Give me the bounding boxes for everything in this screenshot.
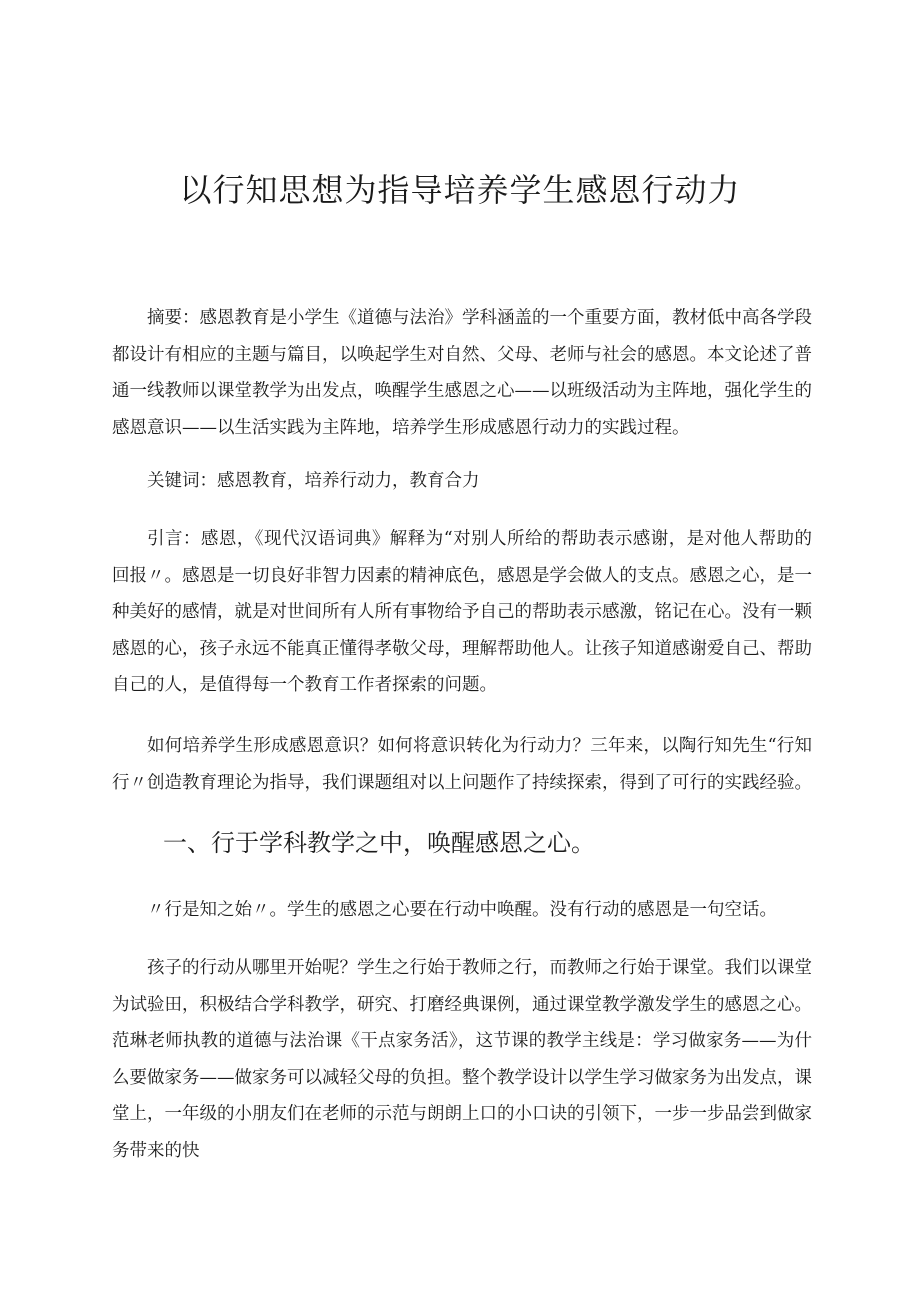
introduction-paragraph: 引言：感恩，《现代汉语词典》解释为“对别人所给的帮助表示感谢，是对他人帮助的回报〃。感恩是一切良好非智力因素的精神底色，感恩是学会做人的支点。感恩之心，是一种美好的感情，就是对世间所有人所有事物给予自己的帮助表示感激，铭记在心。没有一颗感恩的心，孩子永远不能真正懂得孝敬父母，理解帮助他人。让孩子知道感谢爱自己、帮助自己的人，是值得每一个教育工作者探索的问题。 xyxy=(112,529,812,695)
keywords-paragraph: 关键词：感恩教育，培养行动力，教育合力 xyxy=(147,471,480,491)
section-1-heading: 一、行于学科教学之中，唤醒感恩之心。 xyxy=(163,829,595,857)
research-questions-paragraph: 如何培养学生形成感恩意识？如何将意识转化为行动力？三年来，以陶行知先生“行知行〃创造教育理论为指导，我们课题组对以上问题作了持续探索，得到了可行的实践经验。 xyxy=(112,736,812,793)
document-title: 以行知思想为指导培养学生感恩行动力 xyxy=(179,171,741,209)
abstract-paragraph: 摘要：感恩教育是小学生《道德与法治》学科涵盖的一个重要方面，教材低中高各学段都设计有相应的主题与篇目，以唤起学生对自然、父母、老师与社会的感恩。本文论述了普通一线教师以课堂教学为出发点，唤醒学生感恩之心——以班级活动为主阵地，强化学生的感恩意识——以生活实践为主阵地，培养学生形成感恩行动力的实践过程。 xyxy=(112,308,812,438)
section-1-body-paragraph: 孩子的行动从哪里开始呢？学生之行始于教师之行，而教师之行始于课堂。我们以课堂为试验田，积极结合学科教学，研究、打磨经典课例，通过课堂教学激发学生的感恩之心。范琳老师执教的道德与法治课《干点家务活》，这节课的教学主线是：学习做家务——为什么要做家务——做家务可以减轻父母的负担。整个教学设计以学生学习做家务为出发点，课堂上，一年级的小朋友们在老师的示范与朗朗上口的小口诀的引领下，一步一步品尝到做家务带来的快 xyxy=(112,958,812,1161)
section-1-quote-paragraph: 〃行是知之始〃。学生的感恩之心要在行动中唤醒。没有行动的感恩是一句空话。 xyxy=(147,900,777,920)
